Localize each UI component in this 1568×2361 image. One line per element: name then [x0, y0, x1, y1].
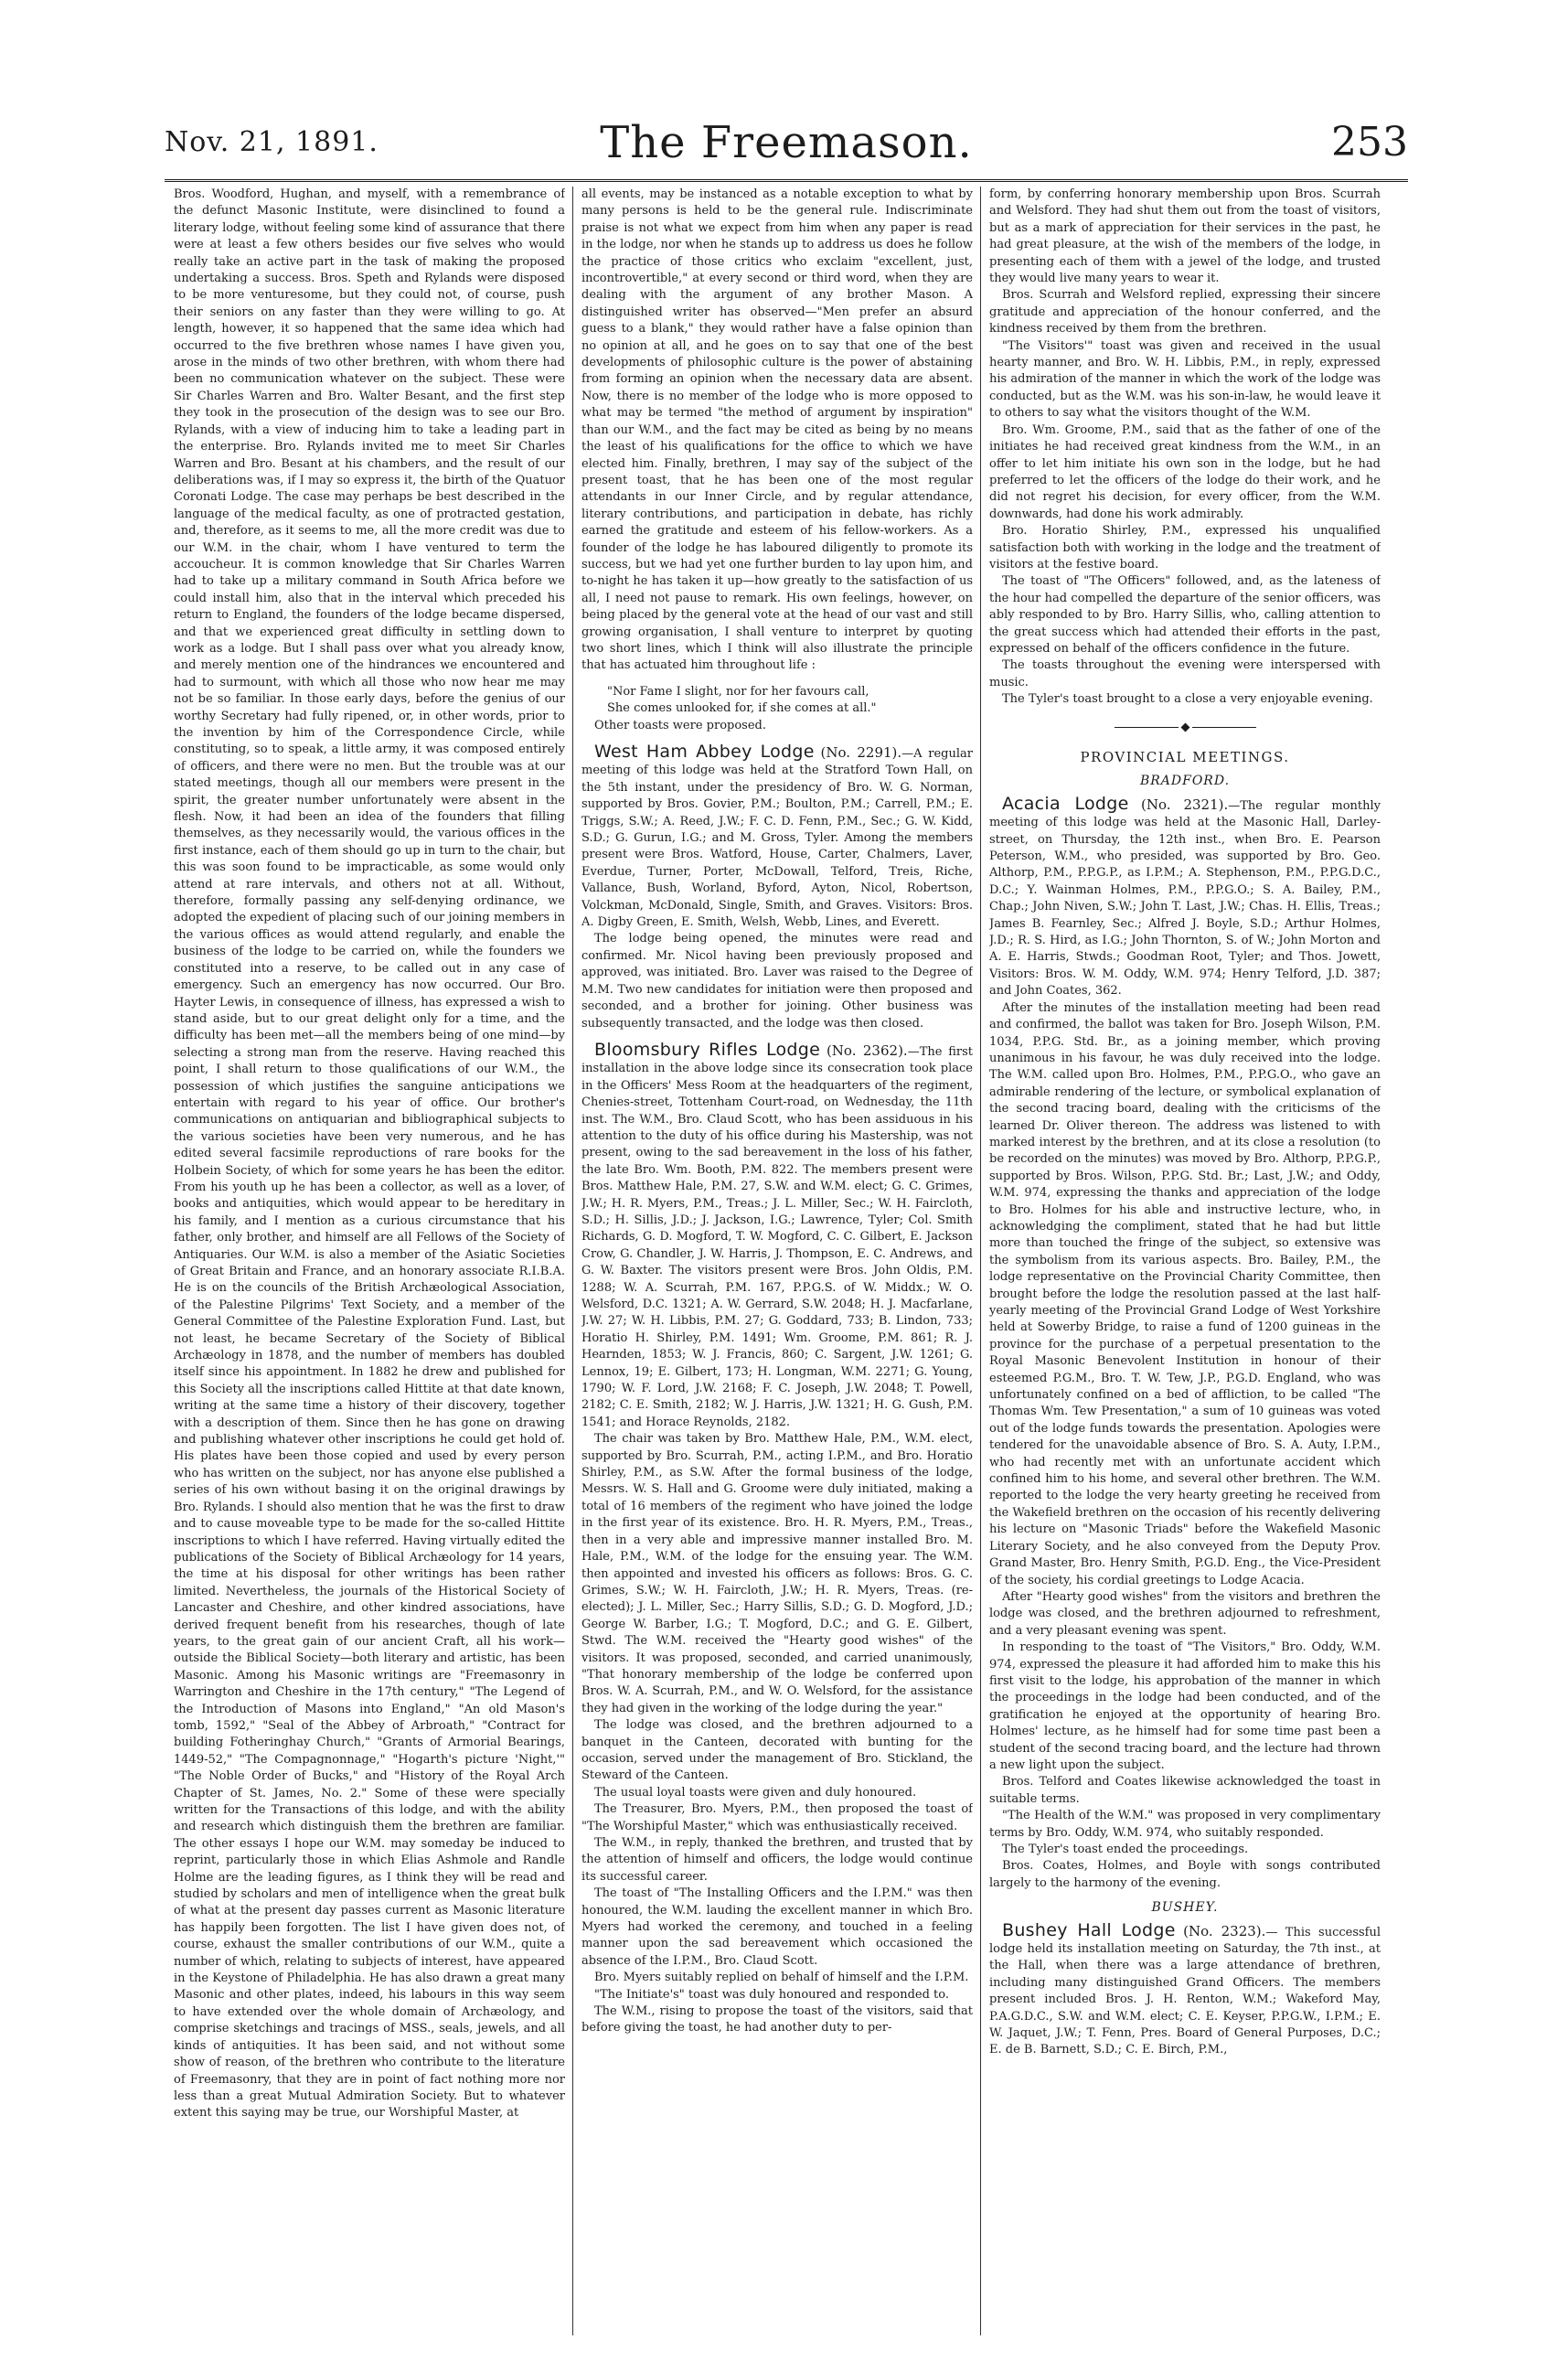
- body-paragraph: The toast of "The Officers" followed, and, as the lateness of the hour had compelled the departure of the senior officers, was ably responded to by Bro. Harry Sillis, who, calling attention to the great success which had attended their efforts in the past, expressed on behalf of the officers confidence in the future.: [989, 574, 1381, 656]
- publication-title: The Freemason.: [600, 117, 973, 168]
- body-paragraph: The chair was taken by Bro. Matthew Hale, P.M., W.M. elect, supported by Bro. Scurrah, P.M., acting I.P.M., and Bro. Horatio Shirley, P.M., as S.W. After the formal business of the lodge, Messrs. W. S. Hall and G. Groome were duly initiated, making a total of 16 members of the regiment who have joined the lodge in the first year of its existence. Bro. H. R. Myers, P.M., Treas., then in a very able and impressive manner installed Bro. M. Hale, P.M., W.M. of the lodge for the ensuing year. The W.M. then appointed and invested his officers as follows: Bros. G. C. Grimes, S.W.; W. H. Faircloth, J.W.; H. R. Myers, Treas. (re-elected); J. L. Miller, Sec.; Harry Sillis, S.D.; G. D. Mogford, J.D.; George W. Barber, I.G.; T. Mogford, D.C.; and G. E. Gilbert, Stwd. The W.M. received the "Hearty good wishes" of the visitors. It was proposed, seconded, and carried unanimously, "That honorary membership of the lodge be conferred upon Bros. W. A. Scurrah, P.M., and W. O. Welsford, for the assistance they had given in the working of the lodge during the year.": [581, 1432, 973, 1715]
- report-lead: — This successful lodge held its installation meeting on Saturday, the 7th inst., at the Hall, when there was a large attendance of brethren, including many distinguished Grand Officers. The members present included Bros. J. H. Renton, W.M.; Wakeford May, P.A.G.D.C., S.W. and W.M. elect; C. E. Keyser, P.P.G.W., I.P.M.; E. W. Jaquet, J.W.; T. Fenn, Pres. Board of General Purposes, D.C.; E. de B. Barnett, S.D.; C. E. Birch, P.M.,: [989, 1925, 1381, 2057]
- body-paragraph: The Treasurer, Bro. Myers, P.M., then proposed the toast of "The Worshipful Master," which was enthusiastically received.: [581, 1802, 973, 1833]
- body-paragraph: The W.M., rising to propose the toast of the visitors, said that before giving the toast, he had another duty to per-: [581, 2004, 973, 2035]
- body-paragraph: Bros. Telford and Coates likewise acknowledged the toast in suitable terms.: [989, 1775, 1381, 1806]
- column-divider: [572, 187, 573, 2335]
- body-paragraph: The usual loyal toasts were given and duly honoured.: [594, 1785, 917, 1800]
- verse-line: "Nor Fame I slight, nor for her favours call,: [607, 684, 869, 699]
- body-paragraph: "The Initiate's" toast was duly honoured and responded to.: [594, 1987, 949, 2002]
- body-paragraph: Bro. Horatio Shirley, P.M., expressed his unqualified satisfaction both with working in the lodge and the treatment of visitors at the festive board.: [989, 524, 1381, 572]
- lodge-heading: Bloomsbury Rifles Lodge: [594, 1039, 821, 1060]
- masthead-rule: [165, 179, 1408, 182]
- body-paragraph: all events, may be instanced as a notable exception to what by many persons is held to be the general rule. Indiscriminate praise is not what we expect from him when any paper is read in the lodge, nor when he stands up to address us does he follow the practice of those critics who exclaim "excellent, just, incontrovertible," at every second or third word, when they are dealing with the argument of any brother Mason. A distinguished writer has observed—"Men prefer an absurd guess to a blank," they would rather have a false opinion than no opinion at all, and he goes on to say that one of the best developments of philosophic culture is the power of abstaining from forming an opinion when the necessary data are absent. Now, there is no member of the lodge who is more opposed to what may be termed "the method of argument by inspiration" than our W.M., and the fact may be cited as being by no means the least of his qualifications for the office to which we have elected him. Finally, brethren, I may say of the subject of the present toast, that he has been one of the most regular attendants in our Inner Circle, and by regular attendance, literary contributions, and participation in debate, has richly earned the gratitude and esteem of his fellow-workers. As a founder of the lodge he has laboured diligently to promote its success, but we had yet one further burden to lay upon him, and to-night he has taken it up—how greatly to the satisfaction of us all, I need not pause to remark. His own feelings, however, on being placed by the general vote at the head of our vast and still growing organisation, I shall venture to interpret by quoting two short lines, which I think will also illustrate the principle that has actuated him throughout life :: [581, 187, 973, 673]
- report-lead: —A regular meeting of this lodge was held at the Stratford Town Hall, on the 5th instant, under the presidency of Bro. W. G. Norman, supported by Bros. Govier, P.M.; Boulton, P.M.; Carrell, P.M.; E. Triggs, S.W.; A. Reed, J.W.; F. C. D. Fenn, P.M., Sec.; G. W. Kidd, S.D.; G. Gurun, I.G.; and M. Gross, Tyler. Among the members present were Bros. Watford, House, Carter, Chalmers, Laver, Everdue, Turner, Porter, McDowall, Telford, Treis, Riche, Vallance, Bush, Worland, Byford, Ayton, Nicol, Robertson, Volckman, McDonald, Single, Smith, and Graves. Visitors: Bros. A. Digby Green, E. Smith, Welsh, Webb, Lines, and Everett.: [581, 747, 973, 930]
- lodge-report-bloomsbury: [581, 1039, 973, 1431]
- body-paragraph: The lodge was closed, and the brethren adjourned to a banquet in the Canteen, decorated with bunting for the occasion, served under the management of Bro. Stickland, the Steward of the Canteen.: [581, 1718, 973, 1783]
- place-heading: BUSHEY.: [1151, 1900, 1219, 1916]
- body-paragraph: "The Health of the W.M." was proposed in very complimentary terms by Bro. Oddy, W.M. 974, who suitably responded.: [989, 1809, 1381, 1840]
- lodge-report-acacia: [989, 793, 1381, 1000]
- body-paragraph: The lodge being opened, the minutes were read and confirmed. Mr. Nicol having been previously proposed and approved, was initiated. Bro. Laver was raised to the Degree of M.M. Two new candidates for initiation were then proposed and seconded, and a brother for joining. Other business was subsequently transacted, and the lodge was then closed.: [581, 932, 973, 1031]
- lodge-number: (No. 2291).: [820, 744, 902, 761]
- lodge-number: (No. 2321).: [1140, 796, 1229, 813]
- body-paragraph: Bros. Scurrah and Welsford replied, expressing their sincere gratitude and appreciation of the honour conferred, and the kindness received by them from the brethren.: [989, 288, 1381, 337]
- section-heading: PROVINCIAL MEETINGS.: [1080, 749, 1290, 765]
- body-paragraph: The toasts throughout the evening were interspersed with music.: [989, 658, 1381, 689]
- body-paragraph: The W.M., in reply, thanked the brethren, and trusted that by the attention of himself and officers, the lodge would continue its successful career.: [581, 1836, 973, 1884]
- lodge-heading: West Ham Abbey Lodge: [594, 742, 815, 762]
- lodge-report-bushey: [989, 1919, 1381, 2059]
- body-paragraph: The Tyler's toast brought to a close a very enjoyable evening.: [1002, 692, 1373, 707]
- body-paragraph: In responding to the toast of "The Visitors," Bro. Oddy, W.M. 974, expressed the pleasure it had afforded him to make this his first visit to the lodge, his approbation of the manner in which the proceedings in the lodge had been conducted, and of the gratification he enjoyed at the opportunity of hearing Bro. Holmes' lecture, as he himself had for some time past been a student of the second tracing board, and the lecture had thrown a new light upon the subject.: [989, 1640, 1381, 1772]
- body-paragraph: Other toasts were proposed.: [594, 718, 766, 732]
- column-1: [174, 187, 565, 2345]
- page-number: 253: [1331, 119, 1408, 166]
- body-paragraph: "The Visitors'" toast was given and received in the usual hearty manner, and Bro. W. H. Libbis, P.M., in reply, expressed his admiration of the manner in which the work of the lodge was conducted, but as the W.M. was his son-in-law, he would leave it to others to say what the visitors thought of the W.M.: [989, 338, 1381, 421]
- lodge-number: (No. 2362).: [826, 1042, 908, 1059]
- body-paragraph: The toast of "The Installing Officers and the I.P.M." was then honoured, the W.M. lauding the excellent manner in which Bro. Myers had worked the ceremony, and touched in a feeling manner upon the sad bereavement which occasioned the absence of the I.P.M., Bro. Claud Scott.: [581, 1886, 973, 1968]
- column-3: [989, 187, 1381, 2345]
- report-lead: —The regular monthly meeting of this lodge was held at the Masonic Hall, Darley-street, on Thursday, the 12th inst., when Bro. E. Pearson Peterson, W.M., who presided, was supported by Bro. Geo. Althorp, P.M., P.P.G.P., as I.P.M.; A. Stephenson, P.M., P.P.G.D.C., D.C.; Y. Wainman Holmes, P.M., P.P.G.O.; S. A. Bailey, P.M., Chap.; John Niven, S.W.; John T. Last, J.W.; Chas. H. Ellis, Treas.; James B. Fearnley, Sec.; Alfred J. Boyle, S.D.; Arthur Holmes, J.D.; R. S. Hird, as I.G.; John Thornton, S. of W.; John Morton and A. E. Harris, Stwds.; Goodman Root, Tyler; and Thos. Jowett, Visitors: Bros. W. M. Oddy, W.M. 974; Henry Telford, J.D. 387; and John Coates, 362.: [989, 798, 1381, 999]
- lodge-heading: Acacia Lodge: [1002, 793, 1129, 814]
- body-paragraph: Bros. Coates, Holmes, and Boyle with songs contributed largely to the harmony of the evening.: [989, 1859, 1381, 1890]
- issue-date: Nov. 21, 1891.: [165, 126, 379, 158]
- ornamental-divider: [989, 720, 1381, 736]
- report-lead: —The first installation in the above lodge since its consecration took place in the Officers' Mess Room at the headquarters of the regiment, Chenies-street, Tottenham Court-road, on Wednesday, the 11th inst. The W.M., Bro. Claud Scott, who has been assiduous in his attention to the duty of his office during his Mastership, was not present, owing to the sad bereavement in the loss of his father, the late Bro. Wm. Booth, P.M. 822. The members present were Bros. Matthew Hale, P.M. 27, S.W. and W.M. elect; G. C. Grimes, J.W.; H. R. Myers, P.M., Treas.; J. L. Miller, Sec.; W. H. Faircloth, S.D.; H. Sillis, J.D.; J. Jackson, I.G.; Lawrence, Tyler; Col. Smith Richards, G. D. Mogford, T. W. Mogford, C. C. Gilbert, E. Jackson Crow, G. Chandler, J. W. Harris, J. Thompson, E. C. Andrews, and G. W. Baxter. The visitors present were Bros. John Oldis, P.M. 1288; W. A. Scurrah, P.M. 167, P.P.G.S. of W. Middx.; W. O. Welsford, D.C. 1321; A. W. Gerrard, S.W. 2048; H. J. Macfarlane, J.W. 27; W. H. Libbis, P.M. 27; G. Goddard, 733; B. Lindon, 733; Horatio H. Shirley, P.M. 1491; Wm. Groome, P.M. 861; R. J. Hearnden, 1853; W. J. Francis, 860; C. Sargent, J.W. 1261; G. Lennox, 19; E. Gilbert, 173; H. Longman, W.M. 2271; G. Young, 1790; W. F. Lord, J.W. 2168; F. C. Joseph, J.W. 2048; T. Powell, 2182; C. E. Smith, 2182; W. J. Harris, J.W. 1321; H. G. Gush, P.M. 1541; and Horace Reynolds, 2182.: [581, 1044, 973, 1429]
- body-paragraph: After the minutes of the installation meeting had been read and confirmed, the ballot was taken for Bro. Joseph Wilson, P.M. 1034, P.P.G. Std. Br., as a joining member, which proving unanimous in his favour, he was duly received into the lodge. The W.M. called upon Bro. Holmes, P.M., P.P.G.O., who gave an admirable rendering of the lecture, or symbolical explanation of the second tracing board, dealing with the criticisms of the learned Dr. Oliver thereon. The address was listened to with marked interest by the brethren, and at its close a resolution (to be recorded on the minutes) was moved by Bro. Althorp, P.P.G.P., supported by Bros. Wilson, P.P.G. Std. Br.; Last, J.W.; and Oddy, W.M. 974, expressing the thanks and appreciation of the lodge to Bro. Holmes for his able and instructive lecture, who, in acknowledging the compliment, stated that he had but little more than touched the fringe of the subject, so extensive was the symbolism from its various aspects. Bro. Bailey, P.M., the lodge representative on the Provincial Charity Committee, then brought before the lodge the resolution passed at the last half-yearly meeting of the Provincial Grand Lodge of West Yorkshire held at Sowerby Bridge, to raise a fund of 1200 guineas in the province for the purchase of a perpetual presentation to the Royal Masonic Benevolent Institution in honour of their esteemed P.G.M., Bro. T. W. Tew, J.P., P.G.D. England, who was unfortunately confined on a bed of affliction, to be called "The Thomas Wm. Tew Presentation," a sum of 10 guineas was voted out of the lodge funds towards the presentation. Apologies were tendered for the unavoidable absence of Bro. S. A. Auty, I.P.M., who had recently met with an unfortunate accident which confined him to his home, and several other brethren. The W.M. reported to the lodge the very hearty greeting he received from the Wakefield brethren on the occasion of his recently delivering his lecture on "Masonic Triads" before the Wakefield Masonic Literary Society, and he also conveyed from the Deputy Prov. Grand Master, Bro. Henry Smith, P.G.D. Eng., the Vice-President of the society, his cordial greetings to Lodge Acacia.: [989, 1000, 1381, 1587]
- lodge-number: (No. 2323).: [1183, 1922, 1266, 1939]
- lodge-report-west-ham: [581, 743, 973, 931]
- masthead: [165, 117, 1408, 183]
- place-heading: BRADFORD.: [1139, 774, 1231, 789]
- body-paragraph: form, by conferring honorary membership upon Bros. Scurrah and Welsford. They had shut them out from the toast of visitors, but as a mark of appreciation for their services in the past, he had great pleasure, at the wish of the members of the lodge, in presenting each of them with a jewel of the lodge, and trusted they would live many years to wear it.: [989, 187, 1381, 286]
- column-2: [581, 187, 973, 2345]
- verse-line: She comes unlooked for, if she comes at all.": [607, 701, 877, 716]
- column-divider: [980, 187, 981, 2335]
- body-paragraph: Bro. Wm. Groome, P.M., said that as the father of one of the initiates he had received great kindness from the W.M., in an offer to let him initiate his own son in the lodge, but he had preferred to let the officers of the lodge do their work, and he did not regret his decision, for every officer, from the W.M. downwards, had done his work admirably.: [989, 422, 1381, 521]
- body-paragraph: After "Hearty good wishes" from the visitors and brethren the lodge was closed, and the brethren adjourned to refreshment, and a very pleasant evening was spent.: [989, 1589, 1381, 1638]
- body-paragraph: Bros. Woodford, Hughan, and myself, with a remembrance of the defunct Masonic Institute, were disinclined to found a literary lodge, without feeling some kind of assurance that there were at least a few others besides our five selves who would really take an active part in the task of making the proposed undertaking a success. Bros. Speth and Rylands were disposed to be more venturesome, but they could not, of course, push their seniors on any faster than they were willing to go. At length, however, it so happened that the same idea which had occurred to the five brethren whose names I have given you, arose in the minds of two other brethren, with whom there had been no communication whatever on the subject. These were Sir Charles Warren and Bro. Walter Besant, and the first step they took in the prosecution of the design was to see our Bro. Rylands, with a view of inducing him to take a leading part in the enterprise. Bro. Rylands invited me to meet Sir Charles Warren and Bro. Besant at his chambers, and the result of our deliberations was, if I may so express it, the birth of the Quatuor Coronati Lodge. The case may perhaps be best described in the language of the medical faculty, as one of protracted gestation, and, therefore, as it seems to me, all the more credit was due to our W.M. in the chair, whom I have ventured to term the accoucheur. It is common knowledge that Sir Charles Warren had to take up a military command in South Africa before we could install him, also that in the interval which preceded his return to England, the founders of the lodge became dispersed, and that we experienced great difficulty in settling down to work as a lodge. But I shall pass over what you already know, and merely mention one of the hindrances we encountered and had to surmount, with which all those who now hear me may not be so familiar. In those early days, before the genius of our worthy Secretary had fully ripened, or, in other words, prior to the invention by him of the Correspondence Circle, while constituting, so to speak, a little army, it was composed entirely of officers, and there were no men. But the trouble was at our stated meetings, though all our members were present in the spirit, the greater number unfortunately were absent in the flesh. Now, it had been an idea of the founders that filling themselves, as they necessarily would, the various offices in the first instance, each of them should go up in turn to the chair, but this was soon found to be impracticable, as some would only attend at rare intervals, and others not at all. Without, therefore, formally passing any self-denying ordinance, we adopted the expedient of placing such of our joining members in the various offices as would attend regularly, and enable the business of the lodge to be carried on, while the founders we constituted into a reserve, to be called out in any case of emergency. Such an emergency has now occurred. Our Bro. Hayter Lewis, in consequence of illness, has expressed a wish to stand aside, but to our great delight only for a time, and the difficulty has been met—all the members being of one mind—by selecting a strong man from the reserve. Having reached this point, I shall return to those qualifications of our W.M., the possession of which justifies the sanguine anticipations we entertain with regard to his year of office. Our brother's communications on antiquarian and bibliographical subjects to the various societies have been very numerous, and he has edited several facsimile reproductions of rare books for the Holbein Society, of which for some years he has been the editor. From his youth up he has been a collector, as well as a lover, of books and antiquities, which would appear to be hereditary in his family, and I mention as a curious circumstance that his father, only brother, and himself are all Fellows of the Society of Antiquaries. Our W.M. is also a member of the Asiatic Societies of Great Britain and France, and an honorary associate R.I.B.A. He is on the councils of the British Archæological Association, of the Palestine Pilgrims' Text Society, and a member of the General Committee of the Palestine Exploration Fund. Last, but not least, he became Secretary of the Society of Biblical Archæology in 1878, and the number of members has doubled itself since his appointment. In 1882 he drew and published for this Society all the inscriptions called Hittite at that date known, writing at the same time a history of their discovery, together with a description of them. Since then he has gone on drawing and publishing whatever other inscriptions he could get hold of. His plates have been those copied and used by every person who has written on the subject, nor has anyone else published a series of his own without basing it on the original drawings by Bro. Rylands. I should also mention that he was the first to draw and to cause moveable type to be made for the so-called Hittite inscriptions to which I have referred. Having virtually edited the publications of the Society of Biblical Archæology for 14 years, the time at his disposal for other writings has been rather limited. Nevertheless, the journals of the Historical Society of Lancaster and Cheshire, and other kindred associations, have derived frequent benefit from his researches, though of late years, to the great gain of our ancient Craft, all his work—outside the Biblical Society—both literary and artistic, has been Masonic. Among his Masonic writings are "Freemasonry in Warrington and Cheshire in the 17th century," "The Legend of the Introduction of Masons into England," "An old Mason's tomb, 1592," "Seal of the Abbey of Arbroath," "Contract for building Fotheringhay Church," "Grants of Armorial Bearings, 1449-52," "The Compagnonnage," "Hogarth's picture 'Night,'" "The Noble Order of Bucks," and "History of the Royal Arch Chapter of St. James, No. 2." Some of these were specially written for the Transactions of this lodge, and with the ability and research which distinguish them the brethren are familiar. The other essays I hope our W.M. may someday be induced to reprint, particularly those in which Elias Ashmole and Randle Holme are the leading figures, as I think they will be read and studied by scholars and men of intelligence when the great bulk of what at the present day passes current as Masonic literature has happily been forgotten. The list I have given does not, of course, exhaust the smaller contributions of our W.M., quite a number of which, relating to subjects of interest, have appeared in the Keystone of Philadelphia. He has also drawn a great many Masonic and other plates, indeed, his labours in this way seem to have extended over the whole domain of Archæology, and comprise sketchings and tracings of MSS., seals, jewels, and all kinds of antiquities. It has been said, and not without some show of reason, of the brethren who contribute to the literature of Freemasonry, that they are in point of fact nothing more nor less than a great Mutual Admiration Society. But to whatever extent this saying may be true, our Worshipful Master, at: [174, 187, 565, 2121]
- body-paragraph: The Tyler's toast ended the proceedings.: [1002, 1843, 1249, 1856]
- lodge-heading: Bushey Hall Lodge: [1002, 1919, 1176, 1940]
- body-paragraph: Bro. Myers suitably replied on behalf of himself and the I.P.M.: [594, 1971, 969, 1985]
